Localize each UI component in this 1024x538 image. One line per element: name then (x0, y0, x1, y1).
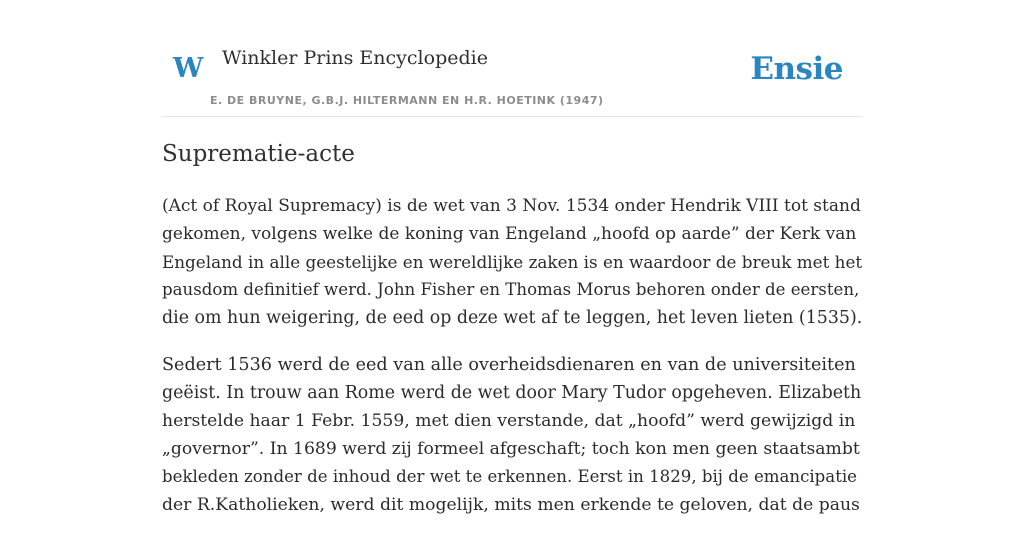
source-header (162, 0, 862, 117)
text-line: Sedert 1536 werd de eed van alle overheidsdienaren en van de universiteiten (162, 355, 856, 375)
text-line: bekleden zonder de inhoud der wet te erkennen. Eerst in 1829, bij de emancipatie (162, 467, 857, 486)
article-page (162, 0, 863, 515)
text-line: der R.Katholieken, werd dit mogelijk, mits men erkende te geloven, dat de paus (162, 495, 860, 515)
site-logo[interactable]: Ensie (750, 51, 843, 87)
text-line: die om hun weigering, de eed op deze wet af te leggen, het leven lieten (1535). (162, 308, 863, 328)
text-line: herstelde haar 1 Febr. 1559, met dien verstande, dat „hoofd” werd gewijzigd in (162, 411, 856, 431)
article-body (162, 192, 862, 538)
source-authors: E. DE BRUYNE, G.B.J. HILTERMANN EN H.R. HOETINK (1947) (210, 94, 604, 107)
text-line: geëist. In trouw aan Rome werd de wet door Mary Tudor opgeheven. Elizabeth (162, 383, 862, 403)
text-line: (Act of Royal Supremacy) is de wet van 3 Nov. 1534 onder Hendrik VIII tot stand (162, 196, 861, 216)
text-line: „governor”. In 1689 werd zij formeel afgeschaft; toch kon men geen staatsambt (162, 439, 860, 459)
source-title[interactable]: Winkler Prins Encyclopedie (222, 47, 488, 69)
text-line: gekomen, volgens welke de koning van Engeland „hoofd op aarde” der Kerk van (162, 224, 857, 244)
text-line: pausdom definitief werd. John Fisher en Thomas Morus behoren onder de eersten, (162, 280, 860, 299)
article-paragraph (162, 351, 862, 519)
article-paragraph (162, 192, 862, 332)
encyclopedia-logo[interactable]: W (173, 53, 204, 84)
text-line: Engeland in alle geestelijke en wereldlijke zaken is en waardoor de breuk met het (162, 252, 863, 272)
page-title: Suprematie-acte (162, 141, 355, 167)
